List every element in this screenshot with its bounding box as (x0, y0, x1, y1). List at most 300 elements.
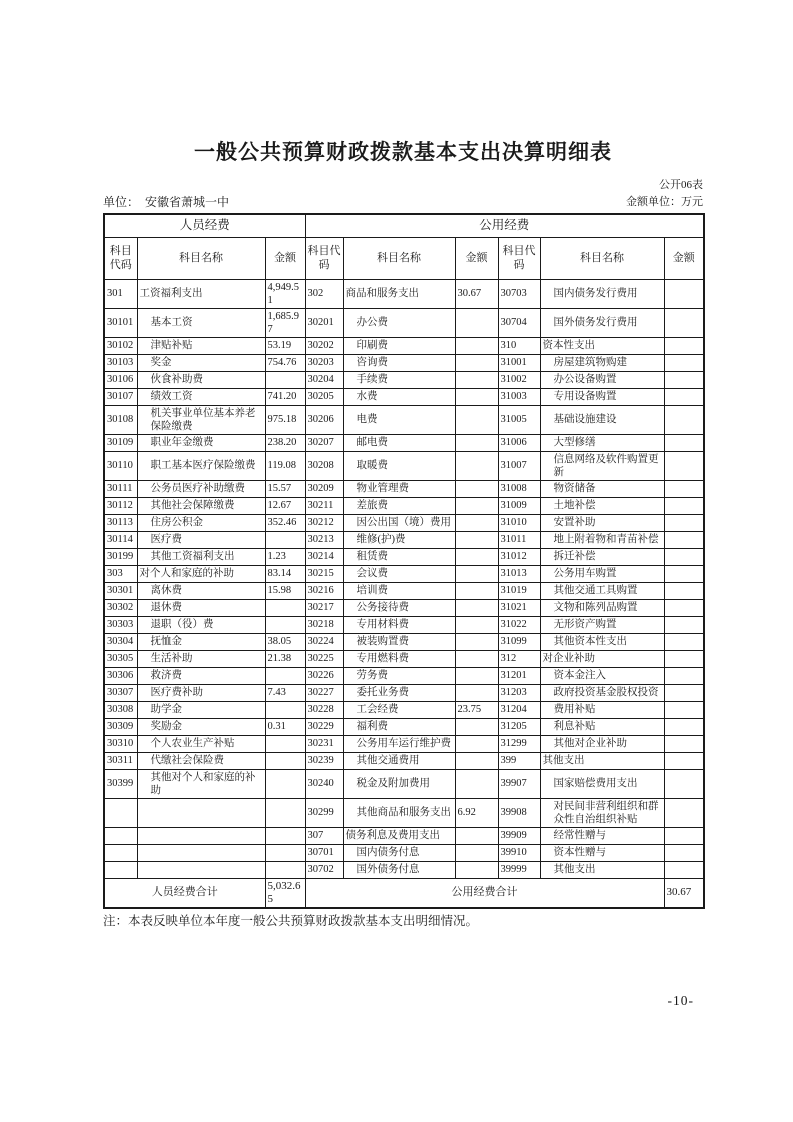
code-cell: 31002 (498, 371, 540, 388)
amount-cell (455, 633, 498, 650)
code-cell: 30208 (305, 451, 343, 480)
col-header-name: 科目名称 (540, 237, 664, 279)
amount-cell (664, 650, 704, 667)
amount-cell (664, 798, 704, 827)
name-cell: 邮电费 (343, 434, 455, 451)
code-cell: 30107 (104, 388, 137, 405)
code-cell: 30213 (305, 531, 343, 548)
table-row (104, 514, 704, 531)
amount-cell (455, 531, 498, 548)
code-cell: 30226 (305, 667, 343, 684)
col-header-code: 科目代码 (104, 237, 137, 279)
name-cell: 救济费 (137, 667, 265, 684)
name-cell: 培训费 (343, 582, 455, 599)
code-cell: 307 (305, 827, 343, 844)
name-cell: 其他交通工具购置 (540, 582, 664, 599)
table-row (104, 565, 704, 582)
personnel-total-label: 人员经费合计 (104, 878, 265, 908)
amount-cell (664, 667, 704, 684)
page-number: -10- (667, 993, 694, 1008)
name-cell (137, 827, 265, 844)
code-cell: 30311 (104, 752, 137, 769)
name-cell: 国家赔偿费用支出 (540, 769, 664, 798)
name-cell: 无形资产购置 (540, 616, 664, 633)
name-cell: 住房公积金 (137, 514, 265, 531)
code-cell: 31007 (498, 451, 540, 480)
amount-cell (664, 718, 704, 735)
name-cell: 办公费 (343, 308, 455, 337)
name-cell: 其他交通费用 (343, 752, 455, 769)
code-cell: 39908 (498, 798, 540, 827)
code-cell: 30201 (305, 308, 343, 337)
name-cell: 水费 (343, 388, 455, 405)
table-row (104, 308, 704, 337)
code-cell: 30702 (305, 861, 343, 878)
code-cell: 30112 (104, 497, 137, 514)
table-row (104, 616, 704, 633)
col-header-amount: 金额 (265, 237, 305, 279)
col-header-name: 科目名称 (137, 237, 265, 279)
amount-cell (265, 599, 305, 616)
code-cell: 30309 (104, 718, 137, 735)
name-cell: 办公设备购置 (540, 371, 664, 388)
name-cell: 工会经费 (343, 701, 455, 718)
public-total-value: 30.67 (664, 878, 704, 908)
name-cell: 国内债务发行费用 (540, 279, 664, 308)
name-cell: 奖励金 (137, 718, 265, 735)
code-cell: 30227 (305, 684, 343, 701)
amount-cell (455, 337, 498, 354)
code-cell: 31205 (498, 718, 540, 735)
totals-row (104, 878, 704, 908)
name-cell: 利息补贴 (540, 718, 664, 735)
table-row (104, 434, 704, 451)
table-row (104, 337, 704, 354)
amount-cell (664, 497, 704, 514)
code-cell: 31099 (498, 633, 540, 650)
table-row (104, 548, 704, 565)
name-cell: 津贴补贴 (137, 337, 265, 354)
code-cell: 30106 (104, 371, 137, 388)
name-cell: 退职（役）费 (137, 616, 265, 633)
table-row (104, 388, 704, 405)
code-cell: 30307 (104, 684, 137, 701)
table-row (104, 599, 704, 616)
name-cell (137, 798, 265, 827)
amount-cell (664, 769, 704, 798)
amount-cell (265, 827, 305, 844)
code-cell: 30109 (104, 434, 137, 451)
amount-cell (664, 480, 704, 497)
code-cell: 30204 (305, 371, 343, 388)
amount-cell (664, 548, 704, 565)
amount-cell (265, 371, 305, 388)
name-cell: 资本金注入 (540, 667, 664, 684)
amount-cell (664, 582, 704, 599)
amount-cell: 7.43 (265, 684, 305, 701)
amount-cell: 119.08 (265, 451, 305, 480)
code-cell: 31019 (498, 582, 540, 599)
code-cell: 31022 (498, 616, 540, 633)
name-cell: 其他对企业补助 (540, 735, 664, 752)
code-cell: 31005 (498, 405, 540, 434)
amount-cell: 15.98 (265, 582, 305, 599)
code-cell: 30239 (305, 752, 343, 769)
name-cell: 公务员医疗补助缴费 (137, 480, 265, 497)
name-cell: 其他资本性支出 (540, 633, 664, 650)
name-cell: 基础设施建设 (540, 405, 664, 434)
name-cell: 印刷费 (343, 337, 455, 354)
name-cell: 其他支出 (540, 752, 664, 769)
amount-cell (265, 667, 305, 684)
code-cell: 30207 (305, 434, 343, 451)
amount-cell (455, 434, 498, 451)
amount-cell (664, 337, 704, 354)
group-header-row (104, 214, 704, 237)
amount-cell (664, 451, 704, 480)
table-row (104, 451, 704, 480)
amount-cell (664, 633, 704, 650)
table-row (104, 582, 704, 599)
amount-cell (664, 514, 704, 531)
amount-cell: 975.18 (265, 405, 305, 434)
name-cell: 公务用车购置 (540, 565, 664, 582)
table-row (104, 354, 704, 371)
name-cell: 资本性赠与 (540, 844, 664, 861)
column-header-row (104, 237, 704, 279)
code-cell: 399 (498, 752, 540, 769)
name-cell: 取暖费 (343, 451, 455, 480)
code-cell: 302 (305, 279, 343, 308)
amount-cell (664, 616, 704, 633)
name-cell: 助学金 (137, 701, 265, 718)
col-header-amount: 金额 (455, 237, 498, 279)
amount-cell (455, 650, 498, 667)
amount-cell (265, 531, 305, 548)
code-cell: 30203 (305, 354, 343, 371)
name-cell: 代缴社会保险费 (137, 752, 265, 769)
amount-cell: 238.20 (265, 434, 305, 451)
amount-cell (455, 371, 498, 388)
code-cell (104, 827, 137, 844)
col-header-code: 科目代码 (305, 237, 343, 279)
code-cell: 31006 (498, 434, 540, 451)
name-cell: 手续费 (343, 371, 455, 388)
group-header-personnel: 人员经费 (104, 214, 305, 237)
amount-cell (265, 844, 305, 861)
amount-cell (455, 514, 498, 531)
amount-cell (455, 405, 498, 434)
amount-cell (455, 548, 498, 565)
code-cell: 30211 (305, 497, 343, 514)
name-cell: 委托业务费 (343, 684, 455, 701)
amount-cell (664, 752, 704, 769)
code-cell: 30310 (104, 735, 137, 752)
group-header-public: 公用经费 (305, 214, 704, 237)
col-header-code: 科目代码 (498, 237, 540, 279)
col-header-amount: 金额 (664, 237, 704, 279)
name-cell: 维修(护)费 (343, 531, 455, 548)
table-note: 注：本表反映单位本年度一般公共预算财政拨款基本支出明细情况。 (103, 913, 479, 928)
code-cell: 30216 (305, 582, 343, 599)
code-cell: 31011 (498, 531, 540, 548)
amount-cell (455, 565, 498, 582)
name-cell: 拆迁补偿 (540, 548, 664, 565)
code-cell: 30103 (104, 354, 137, 371)
code-cell: 30308 (104, 701, 137, 718)
amount-cell (664, 861, 704, 878)
name-cell: 工资福利支出 (137, 279, 265, 308)
code-cell: 31008 (498, 480, 540, 497)
table-row (104, 735, 704, 752)
table-row (104, 861, 704, 878)
name-cell: 租赁费 (343, 548, 455, 565)
name-cell: 其他工资福利支出 (137, 548, 265, 565)
amount-cell (664, 405, 704, 434)
name-cell: 其他支出 (540, 861, 664, 878)
amount-cell (664, 388, 704, 405)
amount-cell: 15.57 (265, 480, 305, 497)
code-cell: 30206 (305, 405, 343, 434)
amount-cell (455, 769, 498, 798)
name-cell: 职工基本医疗保险缴费 (137, 451, 265, 480)
meta-row (103, 195, 703, 210)
name-cell: 物资储备 (540, 480, 664, 497)
code-cell: 30199 (104, 548, 137, 565)
code-cell: 303 (104, 565, 137, 582)
amount-cell (455, 827, 498, 844)
code-cell: 31201 (498, 667, 540, 684)
code-cell: 30209 (305, 480, 343, 497)
code-cell: 30240 (305, 769, 343, 798)
code-cell: 30302 (104, 599, 137, 616)
name-cell: 商品和服务支出 (343, 279, 455, 308)
name-cell: 劳务费 (343, 667, 455, 684)
amount-cell (664, 308, 704, 337)
amount-cell (455, 684, 498, 701)
code-cell (104, 798, 137, 827)
name-cell: 其他社会保障缴费 (137, 497, 265, 514)
code-cell: 30215 (305, 565, 343, 582)
code-cell: 31204 (498, 701, 540, 718)
code-cell: 30202 (305, 337, 343, 354)
table-row (104, 827, 704, 844)
name-cell: 医疗费 (137, 531, 265, 548)
amount-cell (265, 769, 305, 798)
table-row (104, 633, 704, 650)
code-cell: 30228 (305, 701, 343, 718)
code-cell: 30399 (104, 769, 137, 798)
code-cell: 31013 (498, 565, 540, 582)
amount-cell: 741.20 (265, 388, 305, 405)
name-cell: 土地补偿 (540, 497, 664, 514)
amount-cell: 6.92 (455, 798, 498, 827)
code-cell: 31299 (498, 735, 540, 752)
code-cell: 31003 (498, 388, 540, 405)
amount-cell (455, 844, 498, 861)
amount-cell (664, 844, 704, 861)
code-cell: 39907 (498, 769, 540, 798)
amount-cell (664, 531, 704, 548)
code-cell: 30704 (498, 308, 540, 337)
code-cell: 30703 (498, 279, 540, 308)
code-cell: 30306 (104, 667, 137, 684)
table-row (104, 279, 704, 308)
name-cell: 资本性支出 (540, 337, 664, 354)
code-cell (104, 861, 137, 878)
name-cell: 职业年金缴费 (137, 434, 265, 451)
table-row (104, 769, 704, 798)
amount-cell (664, 565, 704, 582)
name-cell: 专用燃料费 (343, 650, 455, 667)
name-cell: 债务利息及费用支出 (343, 827, 455, 844)
code-cell: 30113 (104, 514, 137, 531)
amount-cell (455, 497, 498, 514)
code-cell: 310 (498, 337, 540, 354)
code-cell: 31203 (498, 684, 540, 701)
name-cell: 国外债务发行费用 (540, 308, 664, 337)
amount-cell (455, 480, 498, 497)
name-cell: 会议费 (343, 565, 455, 582)
code-cell: 30304 (104, 633, 137, 650)
name-cell: 差旅费 (343, 497, 455, 514)
public-total-label: 公用经费合计 (305, 878, 664, 908)
name-cell: 个人农业生产补贴 (137, 735, 265, 752)
name-cell: 安置补助 (540, 514, 664, 531)
name-cell: 奖金 (137, 354, 265, 371)
code-cell (104, 844, 137, 861)
table-row (104, 405, 704, 434)
amount-cell: 53.19 (265, 337, 305, 354)
amount-cell (455, 599, 498, 616)
code-cell: 30218 (305, 616, 343, 633)
name-cell: 电费 (343, 405, 455, 434)
table-row (104, 497, 704, 514)
code-cell: 30701 (305, 844, 343, 861)
code-cell: 30217 (305, 599, 343, 616)
amount-unit: 金额单位：万元 (626, 196, 703, 208)
amount-cell (664, 599, 704, 616)
amount-cell (455, 616, 498, 633)
code-cell: 30101 (104, 308, 137, 337)
code-cell: 30301 (104, 582, 137, 599)
code-cell: 30114 (104, 531, 137, 548)
table-row (104, 371, 704, 388)
name-cell: 对民间非营利组织和群众性自治组织补贴 (540, 798, 664, 827)
name-cell: 对个人和家庭的补助 (137, 565, 265, 582)
amount-cell (664, 684, 704, 701)
table-row (104, 701, 704, 718)
name-cell: 其他对个人和家庭的补助 (137, 769, 265, 798)
code-cell: 30111 (104, 480, 137, 497)
table-row (104, 684, 704, 701)
name-cell: 大型修缮 (540, 434, 664, 451)
amount-cell (265, 616, 305, 633)
name-cell: 福利费 (343, 718, 455, 735)
amount-cell (265, 701, 305, 718)
table-row (104, 844, 704, 861)
amount-cell: 38.05 (265, 633, 305, 650)
code-cell: 31001 (498, 354, 540, 371)
amount-cell (455, 582, 498, 599)
name-cell: 生活补助 (137, 650, 265, 667)
name-cell: 公务用车运行维护费 (343, 735, 455, 752)
table-row (104, 531, 704, 548)
amount-cell (455, 861, 498, 878)
amount-cell: 0.31 (265, 718, 305, 735)
code-cell: 31009 (498, 497, 540, 514)
amount-cell (455, 354, 498, 371)
name-cell: 基本工资 (137, 308, 265, 337)
name-cell: 抚恤金 (137, 633, 265, 650)
name-cell: 对企业补助 (540, 650, 664, 667)
table-row (104, 752, 704, 769)
amount-cell (664, 279, 704, 308)
code-cell: 30305 (104, 650, 137, 667)
table-code: 公开06表 (659, 179, 703, 191)
name-cell: 经常性赠与 (540, 827, 664, 844)
code-cell: 39999 (498, 861, 540, 878)
amount-cell (265, 735, 305, 752)
amount-cell (455, 451, 498, 480)
table-row (104, 480, 704, 497)
name-cell: 文物和陈列品购置 (540, 599, 664, 616)
expenditure-table (103, 213, 705, 909)
amount-cell: 352.46 (265, 514, 305, 531)
col-header-name: 科目名称 (343, 237, 455, 279)
name-cell: 费用补贴 (540, 701, 664, 718)
name-cell: 因公出国（境）费用 (343, 514, 455, 531)
code-cell: 30214 (305, 548, 343, 565)
code-cell: 30212 (305, 514, 343, 531)
amount-cell (664, 434, 704, 451)
table-row (104, 650, 704, 667)
amount-cell: 83.14 (265, 565, 305, 582)
amount-cell (265, 752, 305, 769)
name-cell (137, 844, 265, 861)
name-cell: 物业管理费 (343, 480, 455, 497)
name-cell: 政府投资基金股权投资 (540, 684, 664, 701)
code-cell: 301 (104, 279, 137, 308)
name-cell: 绩效工资 (137, 388, 265, 405)
code-cell: 31012 (498, 548, 540, 565)
name-cell: 其他商品和服务支出 (343, 798, 455, 827)
amount-cell: 12.67 (265, 497, 305, 514)
amount-cell (664, 701, 704, 718)
amount-cell: 1.23 (265, 548, 305, 565)
code-cell: 30224 (305, 633, 343, 650)
code-cell: 30102 (104, 337, 137, 354)
name-cell: 离休费 (137, 582, 265, 599)
name-cell (137, 861, 265, 878)
amount-cell: 30.67 (455, 279, 498, 308)
amount-cell: 21.38 (265, 650, 305, 667)
name-cell: 信息网络及软件购置更新 (540, 451, 664, 480)
code-cell: 31021 (498, 599, 540, 616)
name-cell: 国外债务付息 (343, 861, 455, 878)
unit-name: 安徽省萧城一中 (145, 195, 230, 209)
amount-cell (664, 735, 704, 752)
name-cell: 税金及附加费用 (343, 769, 455, 798)
name-cell: 伙食补助费 (137, 371, 265, 388)
table-row (104, 798, 704, 827)
code-cell: 312 (498, 650, 540, 667)
amount-cell (265, 861, 305, 878)
amount-cell (455, 735, 498, 752)
amount-cell (455, 752, 498, 769)
amount-cell: 4,949.51 (265, 279, 305, 308)
name-cell: 机关事业单位基本养老保险缴费 (137, 405, 265, 434)
